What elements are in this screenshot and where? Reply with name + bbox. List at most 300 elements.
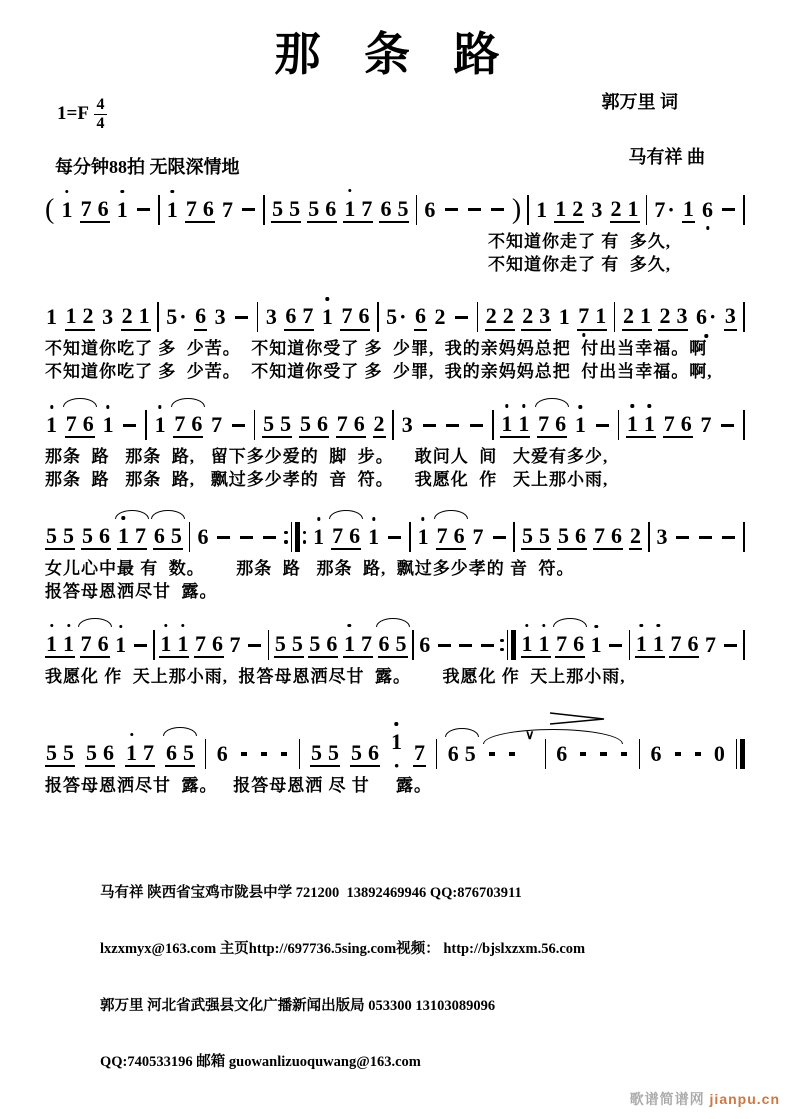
duration-dash	[217, 536, 230, 539]
note: 1	[322, 305, 333, 328]
note-group	[221, 198, 234, 222]
barline	[145, 410, 147, 440]
duration-dash	[722, 208, 735, 211]
octave-dot-high	[525, 624, 528, 627]
notation-line	[45, 189, 745, 231]
barline	[743, 410, 745, 440]
note: 1	[46, 304, 57, 330]
octave-dot-high	[65, 190, 68, 193]
note: 5	[464, 740, 476, 766]
note: 6	[358, 303, 370, 329]
barline	[157, 302, 159, 332]
note-group	[629, 524, 642, 550]
note: 1	[155, 413, 166, 436]
note: 1	[160, 632, 171, 655]
barline	[263, 195, 265, 225]
note: 7	[174, 411, 186, 437]
note: 6	[367, 739, 379, 765]
barline	[254, 410, 256, 440]
barline	[153, 630, 155, 660]
note: 7	[436, 523, 448, 549]
barline	[527, 195, 529, 225]
barline	[629, 630, 631, 660]
contact-line: QQ:740533196 邮箱 guowanlizuoquwang@163.com	[100, 1054, 421, 1071]
note: 3	[676, 303, 688, 329]
note-group	[60, 198, 73, 222]
thin-bar	[507, 630, 509, 660]
barline	[416, 195, 418, 225]
repeat-dots	[284, 531, 287, 544]
duration-dash	[695, 752, 701, 755]
note: 5	[289, 195, 301, 221]
slur-arc	[535, 398, 569, 407]
note: 0	[713, 740, 725, 766]
note-group	[472, 525, 485, 549]
note: 1	[61, 198, 72, 221]
note: 5	[272, 195, 284, 221]
meter-upper: 4	[96, 95, 105, 113]
note-group	[695, 305, 717, 329]
octave-dot-high	[640, 624, 643, 627]
note: 2	[572, 195, 584, 221]
note-group	[65, 412, 95, 438]
duration-dash	[123, 424, 136, 427]
barline	[158, 195, 160, 225]
note: 1	[418, 525, 429, 548]
note: 5	[46, 523, 57, 549]
music-system	[45, 404, 745, 492]
slur-arc	[329, 510, 363, 519]
duration-dash	[621, 752, 627, 755]
note: 3	[401, 412, 413, 438]
note-group	[307, 197, 337, 223]
note-group	[153, 524, 183, 550]
duration-dash	[580, 752, 586, 755]
note: 6	[414, 303, 426, 329]
note-group	[417, 525, 430, 549]
lyrics-row: 那条 路 那条 路, 飘过多少孝的 音 符。 我愿化 作 天上那小雨,	[45, 470, 609, 490]
barline	[743, 630, 745, 660]
note: 1	[63, 632, 74, 655]
duration-dash	[423, 424, 436, 427]
lyricist: 郭万里 词	[601, 91, 678, 112]
octave-dot-high	[395, 722, 398, 725]
note-group	[653, 198, 675, 222]
note: 3	[102, 304, 114, 330]
octave-dot-high	[181, 624, 184, 627]
music-system	[45, 189, 745, 277]
note-group	[521, 304, 551, 330]
note-group	[102, 413, 115, 437]
slur-arc	[163, 727, 197, 736]
dot	[500, 648, 503, 651]
duration-dash	[455, 316, 468, 319]
note-group	[45, 413, 58, 437]
note: 7	[336, 411, 348, 437]
note: 5	[280, 411, 292, 437]
barline	[189, 522, 191, 552]
note: 7	[705, 632, 717, 658]
note: 6	[97, 631, 109, 657]
note: 1	[627, 195, 639, 221]
note-group	[185, 197, 215, 223]
note-group	[343, 197, 373, 223]
note: 6	[424, 196, 436, 222]
octave-dot-high	[122, 516, 125, 519]
note: 5	[539, 523, 551, 549]
note-group	[45, 632, 75, 658]
dot	[284, 531, 287, 534]
note: 7	[211, 412, 223, 438]
note-group	[423, 198, 436, 222]
note: 1	[344, 197, 355, 220]
note: 6	[353, 411, 365, 437]
octave-dot-high	[594, 625, 597, 628]
note-group	[85, 741, 115, 767]
octave-dot-high	[348, 189, 351, 192]
octave-dot-high	[119, 625, 122, 628]
note: 5	[397, 195, 409, 221]
note-group	[265, 305, 278, 329]
duration-dash	[676, 536, 689, 539]
note: 6	[197, 524, 209, 550]
note-group	[350, 741, 380, 767]
note: 7	[361, 195, 373, 221]
octave-dot-high	[171, 190, 174, 193]
note: 3	[591, 196, 603, 222]
note: 1	[313, 525, 324, 548]
note-group	[310, 741, 340, 767]
note-group	[378, 632, 408, 658]
note-group	[436, 524, 466, 550]
note-group	[485, 304, 515, 330]
contact-line: 郭万里 河北省武强县文化广播新闻出版局 053300 13103089096	[100, 997, 496, 1014]
note: 1	[138, 303, 150, 329]
note: 2	[622, 303, 634, 329]
octave-dot-high	[372, 517, 375, 520]
note: 7	[556, 631, 568, 657]
duration-dash	[241, 752, 247, 755]
note-group	[216, 742, 229, 766]
note: 5	[63, 523, 74, 549]
duration-dash	[240, 536, 253, 539]
note: 5	[86, 739, 97, 765]
note: 3	[656, 524, 668, 550]
lyrics-row: 不知道你吃了 多 少苦。 不知道你受了 多 少罪, 我的亲妈妈总把 付出当幸福。啊,	[45, 362, 713, 382]
note-group	[373, 412, 386, 438]
note: 7	[670, 631, 682, 657]
lyrics-row: 不知道你走了 有 多久,	[488, 254, 671, 274]
barline	[492, 410, 494, 440]
note: 1	[518, 412, 529, 435]
octave-dot-high	[421, 517, 424, 520]
note-group	[555, 742, 568, 766]
note: 6	[556, 740, 568, 766]
note-group	[271, 197, 301, 223]
note: 5	[291, 631, 303, 657]
barline	[299, 739, 300, 769]
augmentation-dot: ·	[392, 752, 401, 778]
music-system	[45, 516, 745, 604]
note-group	[385, 305, 407, 329]
note: 6	[419, 632, 431, 658]
breath-mark: ∨	[525, 727, 535, 743]
note-group	[590, 198, 603, 222]
slur-arc	[115, 510, 149, 519]
augmentation-dot: ·	[667, 196, 675, 222]
lyrics-row: 报答母恩洒尽甘 露。 报答母恩洒 尽 甘 露。	[45, 776, 432, 796]
note-group	[577, 304, 607, 330]
note: 6 ·	[696, 305, 716, 328]
note: 6	[166, 739, 177, 765]
note: 2	[82, 303, 94, 329]
note: 6	[453, 523, 465, 549]
barline	[392, 410, 394, 440]
note-group	[500, 412, 530, 438]
note-group	[340, 304, 370, 330]
watermark-site-name: 歌谱简谱网	[629, 1091, 705, 1107]
note: 6	[316, 411, 328, 437]
duration-dash	[600, 752, 606, 755]
note: 7	[538, 411, 550, 437]
note: 5	[170, 523, 182, 549]
note-group	[650, 742, 663, 766]
note: 5	[395, 631, 407, 657]
note-group	[521, 524, 551, 550]
note: 7·	[654, 196, 675, 222]
note: 1	[126, 741, 137, 764]
slur-arc	[553, 618, 587, 627]
dot	[284, 540, 287, 543]
note: 1	[536, 196, 548, 222]
note-group	[343, 632, 373, 658]
duration-dash	[509, 752, 515, 755]
note: 6	[285, 303, 297, 329]
note: 5	[46, 739, 57, 765]
note: 2	[629, 523, 641, 549]
barline	[409, 522, 411, 552]
duration-dash	[699, 536, 712, 539]
duration-dash	[724, 644, 737, 647]
note-group	[626, 412, 656, 438]
note: 1	[368, 525, 379, 548]
octave-dot-high	[542, 624, 545, 627]
note-group	[284, 304, 314, 330]
note-group	[414, 304, 427, 330]
barline	[648, 522, 650, 552]
barline	[436, 739, 437, 769]
note: 1	[46, 632, 57, 655]
note: 5	[558, 523, 569, 549]
note: 5	[310, 739, 322, 765]
note: 1	[501, 412, 512, 435]
note: 5	[308, 195, 320, 221]
note: 1	[644, 412, 655, 435]
note-group	[447, 742, 477, 766]
note: 1	[636, 632, 647, 655]
barline	[743, 522, 745, 552]
repeat-sign	[284, 522, 306, 552]
slur-arc	[376, 618, 410, 627]
key-signature	[57, 97, 107, 133]
note: 6	[702, 198, 713, 221]
lyrics-row: 我愿化 作 天上那小雨, 报答母恩洒尽甘 露。 我愿化 作 天上那小雨,	[45, 667, 626, 687]
duration-dash	[134, 644, 147, 647]
notation-line	[45, 296, 745, 338]
notation-area	[45, 189, 745, 798]
note: 6	[97, 195, 109, 221]
note: 5	[299, 411, 311, 437]
credits	[602, 89, 706, 201]
note-group	[80, 197, 110, 223]
note: 7	[194, 631, 206, 657]
note: 6	[326, 631, 338, 657]
barline	[639, 739, 640, 769]
note: 6	[687, 631, 699, 657]
note: 5	[274, 631, 286, 657]
barline	[477, 302, 479, 332]
duration-dash	[248, 644, 261, 647]
note-group	[401, 413, 414, 437]
note: 5	[350, 739, 362, 765]
barline	[646, 195, 648, 225]
barline	[205, 739, 206, 769]
note: 2	[434, 304, 446, 330]
note: 1	[117, 198, 128, 221]
duration-dash	[609, 644, 622, 647]
time-signature	[94, 97, 107, 133]
note: 5·	[386, 304, 407, 330]
note: 2	[610, 195, 622, 221]
note: 7	[302, 303, 314, 329]
note-group	[713, 742, 726, 766]
octave-dot-high	[522, 404, 525, 407]
duration-dash	[675, 752, 681, 755]
note: 7	[143, 739, 154, 765]
note: 7	[134, 523, 146, 549]
barline	[743, 302, 745, 332]
composer: 马有祥 曲	[628, 147, 705, 168]
octave-dot-high	[67, 624, 70, 627]
note-group	[701, 198, 714, 222]
duration-dash	[438, 644, 451, 647]
note: 3	[539, 303, 551, 329]
note-group	[367, 525, 380, 549]
duration-dash	[235, 316, 248, 319]
barline	[743, 195, 745, 225]
note: 7	[341, 303, 353, 329]
lyrics-row: 那条 路 那条 路, 留下多少爱的 脚 步。 敢问人 间 大爱有多少,	[45, 447, 609, 467]
octave-dot-low	[704, 334, 707, 337]
note: 6	[325, 195, 337, 221]
note: 6	[202, 195, 214, 221]
note: 7	[185, 195, 197, 221]
augmentation-dot: ·	[399, 304, 407, 330]
note-group	[173, 412, 203, 438]
thin-bar	[291, 522, 293, 552]
octave-dot-high	[631, 404, 634, 407]
note-group	[669, 632, 699, 658]
note: 1	[555, 195, 567, 221]
notation-line	[45, 624, 745, 666]
duration-dash	[491, 208, 504, 211]
note-group	[194, 304, 207, 330]
notation-line	[45, 516, 745, 558]
octave-dot-high	[505, 404, 508, 407]
note-group	[336, 412, 366, 438]
note: 7	[332, 523, 344, 549]
note-group	[321, 305, 334, 329]
note: 6	[610, 523, 622, 549]
note: 7	[229, 632, 241, 658]
notation-line	[45, 727, 745, 778]
note-group	[80, 632, 110, 658]
note-group	[45, 305, 58, 329]
octave-dot-low	[582, 333, 585, 336]
repeat-sign	[500, 630, 515, 660]
note-group	[699, 413, 712, 437]
note: 7	[360, 631, 372, 657]
meter-lower: 4	[96, 115, 105, 133]
note: 1	[167, 198, 178, 221]
lyrics-row: 女儿心中最 有 数。 那条 路 那条 路, 飘过多少孝的 音 符。	[45, 559, 575, 579]
duration-dash	[242, 208, 255, 211]
note-group	[101, 305, 114, 329]
note: 6	[575, 523, 586, 549]
octave-dot-high	[164, 624, 167, 627]
tempo-marking: 每分钟88拍 无限深情地	[55, 156, 240, 177]
dot	[303, 531, 306, 534]
duration-dash	[459, 644, 472, 647]
barline	[377, 302, 379, 332]
note-group	[537, 412, 567, 438]
note-group	[658, 304, 688, 330]
note-group	[635, 632, 665, 658]
dot	[500, 639, 503, 642]
thick-bar	[511, 630, 516, 660]
contact-line: 马有祥 陕西省宝鸡市陇县中学 721200 13892469946 QQ:876703911	[100, 884, 522, 901]
contact-info	[100, 846, 790, 1110]
thin-bar	[736, 739, 738, 769]
note-group	[379, 197, 409, 223]
lyrics-row: 不知道你吃了 多 少苦。 不知道你受了 多 少罪, 我的亲妈妈总把 付出当幸福。啊	[45, 339, 708, 359]
barline	[412, 630, 414, 660]
note: 2	[485, 303, 497, 329]
dot	[303, 540, 306, 543]
note-group	[554, 197, 584, 223]
duration-dash	[468, 208, 481, 211]
note: 5	[81, 523, 93, 549]
note: 1	[522, 632, 533, 655]
duration-dash	[232, 424, 245, 427]
duration-dash	[721, 424, 734, 427]
note: 1	[639, 303, 651, 329]
octave-dot-high	[50, 405, 53, 408]
duration-dash	[261, 752, 267, 755]
note-group	[45, 741, 75, 767]
note: 5	[327, 739, 339, 765]
note-group	[413, 741, 426, 767]
note: 7	[700, 412, 712, 438]
slur-arc	[78, 618, 112, 627]
barline	[268, 630, 270, 660]
slur-arc	[171, 398, 205, 407]
note: 6	[573, 631, 585, 657]
note-group	[114, 633, 127, 657]
note-group	[558, 305, 571, 329]
note: 1	[682, 195, 694, 221]
note: 5	[263, 411, 275, 437]
